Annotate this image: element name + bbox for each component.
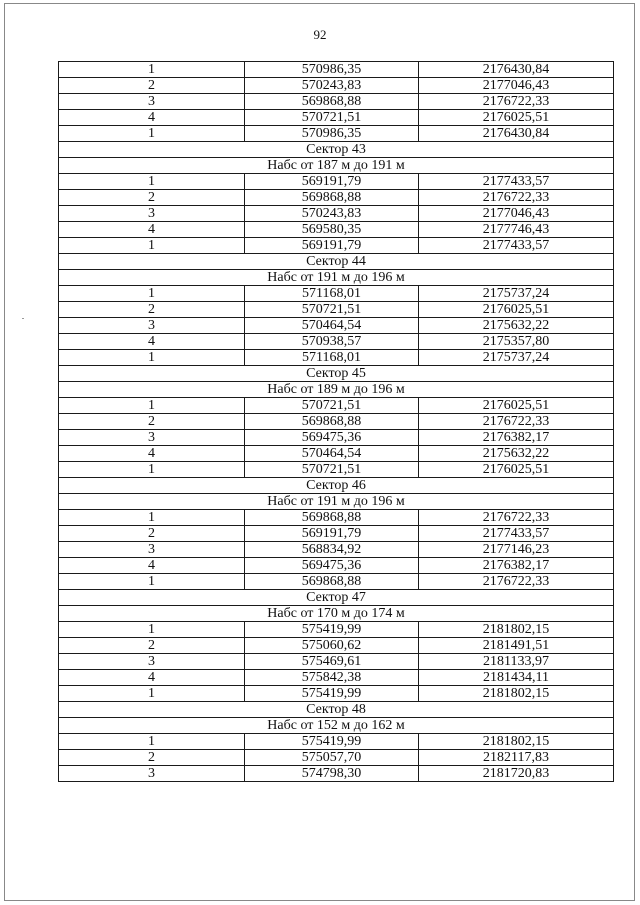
height-range-cell: Набс от 187 м до 191 м (59, 158, 614, 174)
point-number-cell: 1 (59, 62, 245, 78)
height-range-row (59, 606, 614, 622)
point-number-cell: 1 (59, 238, 245, 254)
height-range-row (59, 382, 614, 398)
point-number-cell: 2 (59, 638, 245, 654)
x-coordinate-cell: 570721,51 (245, 398, 419, 414)
x-coordinate-cell: 575057,70 (245, 750, 419, 766)
x-coordinate-cell: 570721,51 (245, 110, 419, 126)
point-number-cell: 1 (59, 462, 245, 478)
coordinate-row (59, 190, 614, 206)
x-coordinate-cell: 569580,35 (245, 222, 419, 238)
point-number-cell: 2 (59, 526, 245, 542)
point-number-cell: 1 (59, 126, 245, 142)
y-coordinate-cell: 2175632,22 (419, 446, 614, 462)
coordinate-row (59, 398, 614, 414)
point-number-cell: 2 (59, 414, 245, 430)
coordinates-table (58, 61, 614, 782)
x-coordinate-cell: 575419,99 (245, 622, 419, 638)
x-coordinate-cell: 570721,51 (245, 462, 419, 478)
coordinate-row (59, 542, 614, 558)
coordinates-table-body (59, 62, 614, 782)
x-coordinate-cell: 570986,35 (245, 62, 419, 78)
y-coordinate-cell: 2177433,57 (419, 526, 614, 542)
x-coordinate-cell: 570464,54 (245, 318, 419, 334)
coordinate-row (59, 94, 614, 110)
y-coordinate-cell: 2176722,33 (419, 414, 614, 430)
coordinate-row (59, 350, 614, 366)
height-range-cell: Набс от 189 м до 196 м (59, 382, 614, 398)
coordinate-row (59, 286, 614, 302)
y-coordinate-cell: 2177046,43 (419, 78, 614, 94)
y-coordinate-cell: 2176722,33 (419, 94, 614, 110)
coordinate-row (59, 638, 614, 654)
sector-header-row (59, 254, 614, 270)
sector-title-cell: Сектор 46 (59, 478, 614, 494)
sector-title-cell: Сектор 45 (59, 366, 614, 382)
coordinate-row (59, 750, 614, 766)
point-number-cell: 3 (59, 94, 245, 110)
point-number-cell: 2 (59, 78, 245, 94)
point-number-cell: 1 (59, 734, 245, 750)
point-number-cell: 1 (59, 350, 245, 366)
y-coordinate-cell: 2176722,33 (419, 190, 614, 206)
x-coordinate-cell: 570986,35 (245, 126, 419, 142)
coordinate-row (59, 670, 614, 686)
point-number-cell: 3 (59, 654, 245, 670)
coordinate-row (59, 654, 614, 670)
sector-title-cell: Сектор 47 (59, 590, 614, 606)
y-coordinate-cell: 2181802,15 (419, 734, 614, 750)
point-number-cell: 3 (59, 206, 245, 222)
sector-header-row (59, 478, 614, 494)
y-coordinate-cell: 2176722,33 (419, 510, 614, 526)
point-number-cell: 1 (59, 398, 245, 414)
y-coordinate-cell: 2177046,43 (419, 206, 614, 222)
page-number: 92 (313, 27, 327, 42)
coordinate-row (59, 334, 614, 350)
coordinate-row (59, 574, 614, 590)
x-coordinate-cell: 569868,88 (245, 574, 419, 590)
y-coordinate-cell: 2177146,23 (419, 542, 614, 558)
x-coordinate-cell: 569868,88 (245, 414, 419, 430)
x-coordinate-cell: 570464,54 (245, 446, 419, 462)
x-coordinate-cell: 568834,92 (245, 542, 419, 558)
coordinate-row (59, 686, 614, 702)
y-coordinate-cell: 2176430,84 (419, 62, 614, 78)
point-number-cell: 1 (59, 510, 245, 526)
point-number-cell: 4 (59, 110, 245, 126)
height-range-row (59, 494, 614, 510)
coordinate-row (59, 430, 614, 446)
sector-title-cell: Сектор 44 (59, 254, 614, 270)
sector-header-row (59, 590, 614, 606)
y-coordinate-cell: 2181720,83 (419, 766, 614, 782)
y-coordinate-cell: 2181133,97 (419, 654, 614, 670)
point-number-cell: 3 (59, 430, 245, 446)
sector-header-row (59, 366, 614, 382)
point-number-cell: 1 (59, 686, 245, 702)
point-number-cell: 1 (59, 574, 245, 590)
y-coordinate-cell: 2182117,83 (419, 750, 614, 766)
point-number-cell: 3 (59, 766, 245, 782)
point-number-cell: 2 (59, 750, 245, 766)
coordinate-row (59, 78, 614, 94)
coordinate-row (59, 302, 614, 318)
x-coordinate-cell: 570243,83 (245, 78, 419, 94)
coordinate-row (59, 110, 614, 126)
sector-header-row (59, 142, 614, 158)
y-coordinate-cell: 2176430,84 (419, 126, 614, 142)
coordinate-row (59, 206, 614, 222)
x-coordinate-cell: 569191,79 (245, 526, 419, 542)
x-coordinate-cell: 569191,79 (245, 238, 419, 254)
scan-speck (22, 318, 24, 319)
point-number-cell: 4 (59, 222, 245, 238)
coordinate-row (59, 510, 614, 526)
y-coordinate-cell: 2181434,11 (419, 670, 614, 686)
y-coordinate-cell: 2176722,33 (419, 574, 614, 590)
y-coordinate-cell: 2176025,51 (419, 302, 614, 318)
y-coordinate-cell: 2176382,17 (419, 558, 614, 574)
coordinate-row (59, 318, 614, 334)
x-coordinate-cell: 569475,36 (245, 558, 419, 574)
x-coordinate-cell: 569868,88 (245, 190, 419, 206)
coordinate-row (59, 446, 614, 462)
y-coordinate-cell: 2181802,15 (419, 622, 614, 638)
coordinate-row (59, 238, 614, 254)
y-coordinate-cell: 2176025,51 (419, 398, 614, 414)
x-coordinate-cell: 570721,51 (245, 302, 419, 318)
x-coordinate-cell: 575469,61 (245, 654, 419, 670)
point-number-cell: 1 (59, 174, 245, 190)
coordinate-row (59, 126, 614, 142)
coordinate-row (59, 462, 614, 478)
sector-title-cell: Сектор 43 (59, 142, 614, 158)
point-number-cell: 2 (59, 190, 245, 206)
point-number-cell: 4 (59, 334, 245, 350)
y-coordinate-cell: 2181802,15 (419, 686, 614, 702)
point-number-cell: 1 (59, 286, 245, 302)
y-coordinate-cell: 2177746,43 (419, 222, 614, 238)
coordinate-row (59, 766, 614, 782)
sector-title-cell: Сектор 48 (59, 702, 614, 718)
y-coordinate-cell: 2177433,57 (419, 238, 614, 254)
coordinate-row (59, 62, 614, 78)
coordinate-row (59, 222, 614, 238)
height-range-cell: Набс от 191 м до 196 м (59, 494, 614, 510)
y-coordinate-cell: 2175737,24 (419, 286, 614, 302)
y-coordinate-cell: 2175632,22 (419, 318, 614, 334)
x-coordinate-cell: 571168,01 (245, 286, 419, 302)
height-range-row (59, 270, 614, 286)
coordinate-row (59, 734, 614, 750)
y-coordinate-cell: 2175737,24 (419, 350, 614, 366)
coordinate-row (59, 558, 614, 574)
y-coordinate-cell: 2176382,17 (419, 430, 614, 446)
x-coordinate-cell: 575060,62 (245, 638, 419, 654)
x-coordinate-cell: 571168,01 (245, 350, 419, 366)
x-coordinate-cell: 575419,99 (245, 734, 419, 750)
point-number-cell: 3 (59, 542, 245, 558)
height-range-row (59, 158, 614, 174)
x-coordinate-cell: 570243,83 (245, 206, 419, 222)
sector-header-row (59, 702, 614, 718)
height-range-cell: Набс от 191 м до 196 м (59, 270, 614, 286)
height-range-row (59, 718, 614, 734)
height-range-cell: Набс от 170 м до 174 м (59, 606, 614, 622)
x-coordinate-cell: 569868,88 (245, 94, 419, 110)
x-coordinate-cell: 569868,88 (245, 510, 419, 526)
point-number-cell: 1 (59, 622, 245, 638)
y-coordinate-cell: 2181491,51 (419, 638, 614, 654)
x-coordinate-cell: 575842,38 (245, 670, 419, 686)
x-coordinate-cell: 570938,57 (245, 334, 419, 350)
point-number-cell: 4 (59, 558, 245, 574)
x-coordinate-cell: 569475,36 (245, 430, 419, 446)
y-coordinate-cell: 2177433,57 (419, 174, 614, 190)
y-coordinate-cell: 2175357,80 (419, 334, 614, 350)
coordinate-row (59, 622, 614, 638)
point-number-cell: 2 (59, 302, 245, 318)
height-range-cell: Набс от 152 м до 162 м (59, 718, 614, 734)
coordinate-row (59, 414, 614, 430)
x-coordinate-cell: 569191,79 (245, 174, 419, 190)
x-coordinate-cell: 575419,99 (245, 686, 419, 702)
x-coordinate-cell: 574798,30 (245, 766, 419, 782)
coordinate-row (59, 526, 614, 542)
point-number-cell: 4 (59, 446, 245, 462)
point-number-cell: 4 (59, 670, 245, 686)
coordinate-row (59, 174, 614, 190)
y-coordinate-cell: 2176025,51 (419, 462, 614, 478)
y-coordinate-cell: 2176025,51 (419, 110, 614, 126)
point-number-cell: 3 (59, 318, 245, 334)
